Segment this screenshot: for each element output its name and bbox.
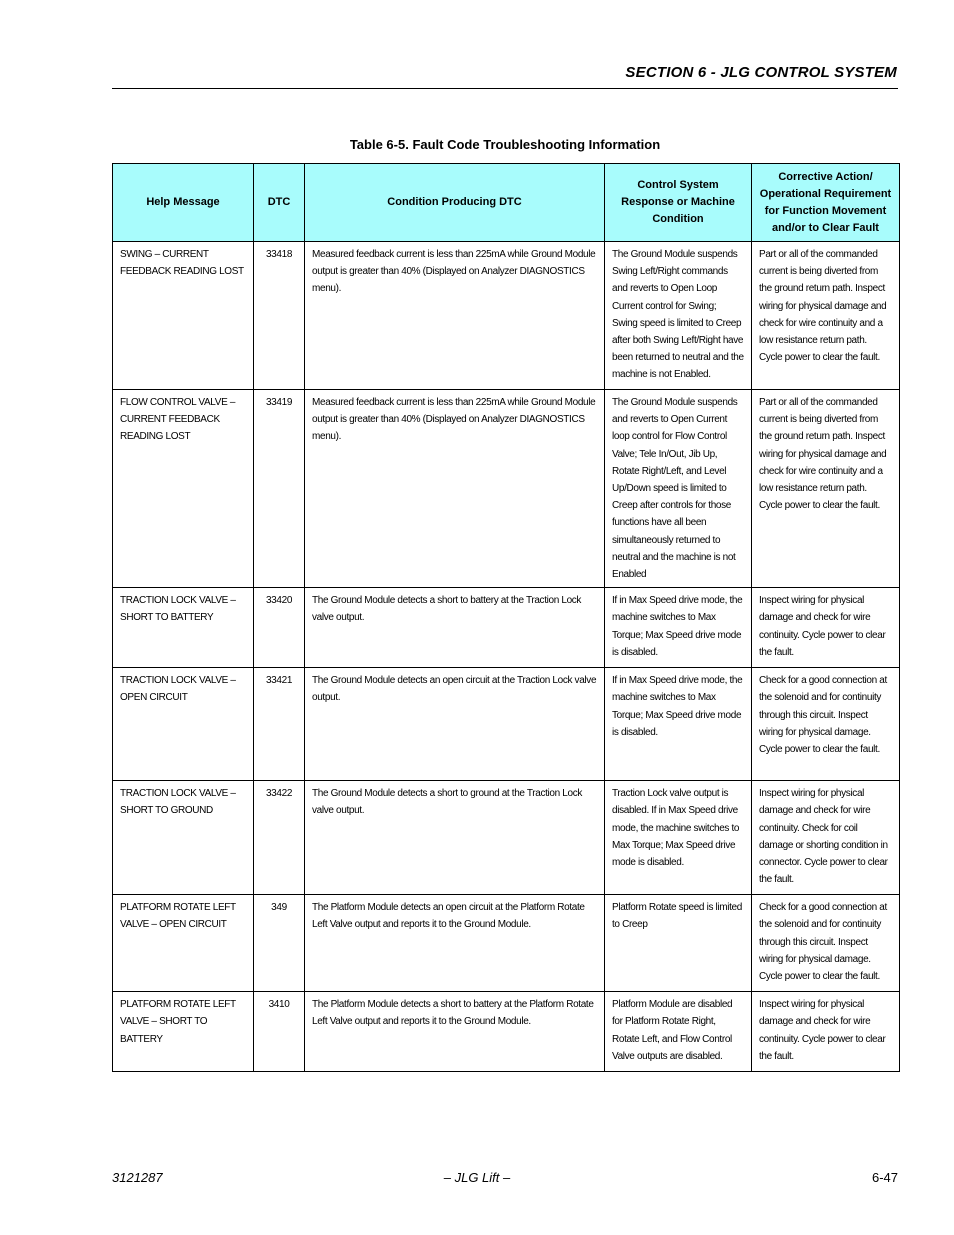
- table-row: [113, 242, 900, 390]
- dtc-cell: 33420: [254, 588, 305, 668]
- dtc-cell: 33422: [254, 781, 305, 895]
- table-caption: Table 6-5. Fault Code Troubleshooting Information: [349, 137, 661, 152]
- header-divider: [112, 88, 898, 89]
- response-cell: The Ground Module suspends Swing Left/Right commands and reverts to Open Loop Current control for Swing; Swing speed is limited to Creep after both Swing Left/Right have been returned to neutral and the machine is not Enabled.: [605, 242, 752, 390]
- response-cell: Platform Rotate speed is limited to Creep: [605, 895, 752, 992]
- document-number: 3121287: [112, 1170, 163, 1185]
- help-message-cell: PLATFORM ROTATE LEFT VALVE – OPEN CIRCUIT: [113, 895, 254, 992]
- fault-code-table: [112, 163, 900, 1072]
- header-response: Control System Response or Machine Condition: [605, 164, 752, 242]
- dtc-cell: 349: [254, 895, 305, 992]
- footer-publisher: – JLG Lift –: [443, 1170, 511, 1185]
- response-cell: Traction Lock valve output is disabled. If in Max Speed drive mode, the machine switches to Max Torque; Max Speed drive mode is disabled.: [605, 781, 752, 895]
- table-row: [113, 668, 900, 781]
- action-cell: Check for a good connection at the solenoid and for continuity through this circuit. Inspect wiring for physical damage. Cycle power to clear the fault.: [752, 895, 900, 992]
- response-cell: Platform Module are disabled for Platform Rotate Right, Rotate Left, and Flow Control Valve outputs are disabled.: [605, 992, 752, 1072]
- header-condition: Condition Producing DTC: [305, 164, 605, 242]
- condition-cell: Measured feedback current is less than 225mA while Ground Module output is greater than 40% (Displayed on Analyzer DIAGNOSTICS menu).: [305, 242, 605, 390]
- help-message-cell: TRACTION LOCK VALVE – SHORT TO GROUND: [113, 781, 254, 895]
- dtc-cell: 33419: [254, 390, 305, 588]
- header-dtc: DTC: [254, 164, 305, 242]
- condition-cell: The Platform Module detects a short to battery at the Platform Rotate Left Valve output and reports it to the Ground Module.: [305, 992, 605, 1072]
- condition-cell: The Ground Module detects a short to ground at the Traction Lock valve output.: [305, 781, 605, 895]
- action-cell: Check for a good connection at the solenoid and for continuity through this circuit. Inspect wiring for physical damage. Cycle power to clear the fault.: [752, 668, 900, 781]
- dtc-cell: 33418: [254, 242, 305, 390]
- table-header-row: [113, 164, 900, 242]
- condition-cell: Measured feedback current is less than 225mA while Ground Module output is greater than 40% (Displayed on Analyzer DIAGNOSTICS menu).: [305, 390, 605, 588]
- table-row: [113, 781, 900, 895]
- dtc-cell: 33421: [254, 668, 305, 781]
- table-row: [113, 992, 900, 1072]
- action-cell: Inspect wiring for physical damage and check for wire continuity. Cycle power to clear the fault.: [752, 588, 900, 668]
- condition-cell: The Ground Module detects a short to battery at the Traction Lock valve output.: [305, 588, 605, 668]
- section-title: SECTION 6 - JLG CONTROL SYSTEM: [625, 64, 897, 81]
- dtc-cell: 3410: [254, 992, 305, 1072]
- table-row: [113, 390, 900, 588]
- help-message-cell: TRACTION LOCK VALVE – SHORT TO BATTERY: [113, 588, 254, 668]
- help-message-cell: SWING – CURRENT FEEDBACK READING LOST: [113, 242, 254, 390]
- response-cell: If in Max Speed drive mode, the machine switches to Max Torque; Max Speed drive mode is disabled.: [605, 668, 752, 781]
- condition-cell: The Ground Module detects an open circuit at the Traction Lock valve output.: [305, 668, 605, 781]
- help-message-cell: FLOW CONTROL VALVE – CURRENT FEEDBACK READING LOST: [113, 390, 254, 588]
- condition-cell: The Platform Module detects an open circuit at the Platform Rotate Left Valve output and reports it to the Ground Module.: [305, 895, 605, 992]
- response-cell: The Ground Module suspends and reverts to Open Current loop control for Flow Control Valve; Tele In/Out, Jib Up, Rotate Right/Left, and Level Up/Down speed is limited to Creep after controls for those functions have all been simultaneously returned to neutral and the machine is not Enabled: [605, 390, 752, 588]
- header-help-message: Help Message: [113, 164, 254, 242]
- help-message-cell: PLATFORM ROTATE LEFT VALVE – SHORT TO BATTERY: [113, 992, 254, 1072]
- action-cell: Inspect wiring for physical damage and check for wire continuity. Cycle power to clear the fault.: [752, 992, 900, 1072]
- table-row: [113, 895, 900, 992]
- action-cell: Part or all of the commanded current is being diverted from the ground return path. Inspect wiring for physical damage and check for wire continuity and a low resistance return path. Cycle power to clear the fault.: [752, 390, 900, 588]
- table-row: [113, 588, 900, 668]
- action-cell: Inspect wiring for physical damage and check for wire continuity. Check for coil damage or shorting condition in connector. Cycle power to clear the fault.: [752, 781, 900, 895]
- action-cell: Part or all of the commanded current is being diverted from the ground return path. Inspect wiring for physical damage and check for wire continuity and a low resistance return path. Cycle power to clear the fault.: [752, 242, 900, 390]
- response-cell: If in Max Speed drive mode, the machine switches to Max Torque; Max Speed drive mode is disabled.: [605, 588, 752, 668]
- help-message-cell: TRACTION LOCK VALVE – OPEN CIRCUIT: [113, 668, 254, 781]
- page-number: 6-47: [871, 1170, 898, 1185]
- header-corrective-action: Corrective Action/ Operational Requirement for Function Movement and/or to Clear Fault: [752, 164, 900, 242]
